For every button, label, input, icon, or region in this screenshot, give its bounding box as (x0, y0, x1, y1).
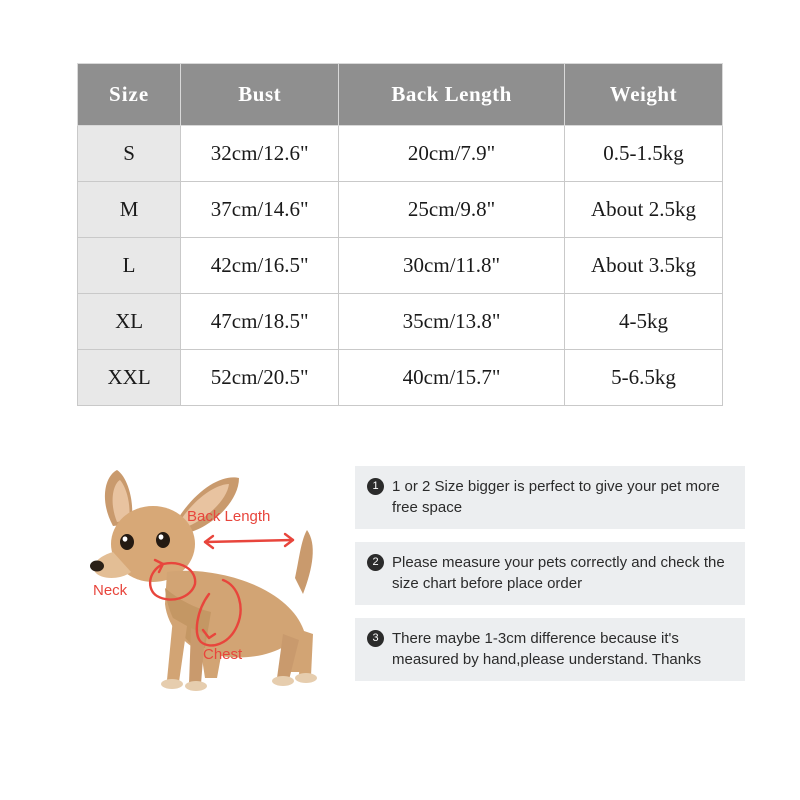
table-row (78, 294, 723, 350)
note-item (355, 466, 745, 529)
cell-bust: 47cm/18.5" (181, 294, 339, 350)
cell-weight: 5-6.5kg (564, 350, 722, 406)
column-header-bust: Bust (181, 64, 339, 126)
note-number-icon: 2 (367, 554, 384, 571)
column-header-back-length: Back Length (339, 64, 565, 126)
table-row (78, 182, 723, 238)
cell-bust: 52cm/20.5" (181, 350, 339, 406)
cell-weight: 4-5kg (564, 294, 722, 350)
column-header-size: Size (78, 64, 181, 126)
note-number-icon: 1 (367, 478, 384, 495)
note-item (355, 542, 745, 605)
cell-back-length: 25cm/9.8" (339, 182, 565, 238)
table-header-row (78, 64, 723, 126)
note-item (355, 618, 745, 681)
note-text: Please measure your pets correctly and check the size chart before place order (392, 554, 725, 592)
dog-measurement-diagram (55, 448, 350, 718)
cell-weight: 0.5-1.5kg (564, 126, 722, 182)
cell-size: XXL (78, 350, 181, 406)
note-text: There maybe 1-3cm difference because it's measured by hand,please understand. Thanks (392, 630, 702, 668)
cell-size: S (78, 126, 181, 182)
cell-back-length: 20cm/7.9" (339, 126, 565, 182)
label-neck: Neck (93, 582, 128, 599)
cell-size: L (78, 238, 181, 294)
notes-list (355, 466, 745, 694)
table-row (78, 238, 723, 294)
size-chart-table (77, 63, 723, 406)
note-text: 1 or 2 Size bigger is perfect to give your pet more free space (392, 478, 720, 516)
cell-back-length: 30cm/11.8" (339, 238, 565, 294)
cell-weight: About 2.5kg (564, 182, 722, 238)
size-chart-container (77, 63, 723, 406)
cell-size: M (78, 182, 181, 238)
label-chest: Chest (203, 646, 243, 663)
column-header-weight: Weight (564, 64, 722, 126)
cell-weight: About 3.5kg (564, 238, 722, 294)
lower-section (0, 448, 800, 748)
note-number-icon: 3 (367, 630, 384, 647)
cell-bust: 32cm/12.6" (181, 126, 339, 182)
table-row (78, 126, 723, 182)
label-back-length: Back Length (187, 508, 271, 525)
cell-back-length: 35cm/13.8" (339, 294, 565, 350)
cell-bust: 37cm/14.6" (181, 182, 339, 238)
cell-size: XL (78, 294, 181, 350)
cell-bust: 42cm/16.5" (181, 238, 339, 294)
table-row (78, 350, 723, 406)
cell-back-length: 40cm/15.7" (339, 350, 565, 406)
